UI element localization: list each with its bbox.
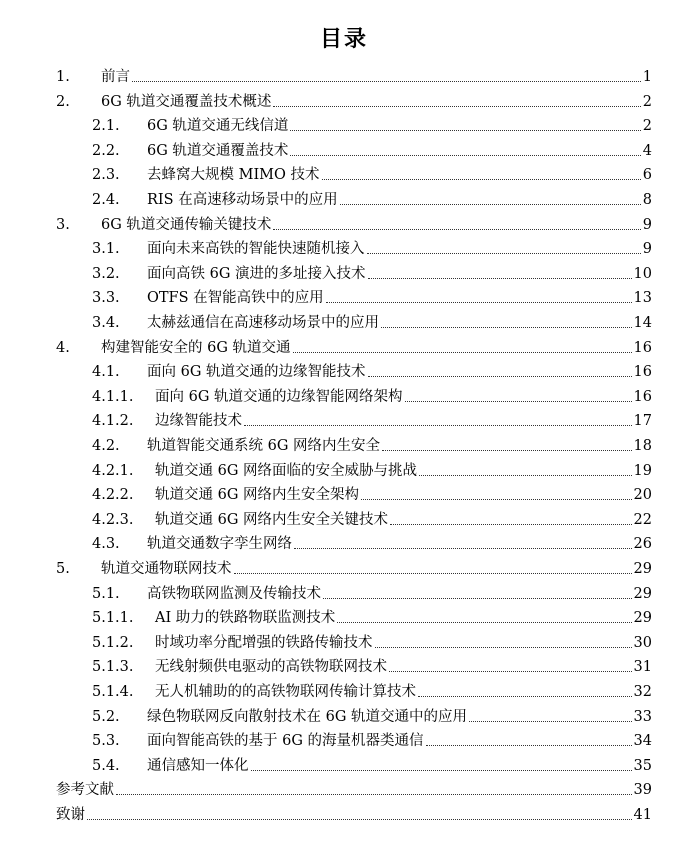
toc-entry-number: 5.1.	[92, 585, 120, 602]
toc-entry-label: 6G 轨道交通覆盖技术概述	[101, 93, 272, 110]
toc-entry-number: 4.2.	[92, 438, 120, 454]
toc-entry-label: 通信感知一体化	[147, 757, 249, 774]
toc-entry[interactable]	[92, 704, 652, 726]
toc-entry[interactable]	[56, 556, 652, 578]
toc-entry[interactable]	[56, 89, 652, 111]
toc-leader-dots	[367, 253, 641, 254]
toc-entry-label: 边缘智能技术	[155, 413, 242, 430]
toc-entry-page: 41	[633, 807, 652, 823]
toc-leader-dots	[469, 721, 632, 722]
toc-entry[interactable]	[92, 433, 652, 455]
toc-entry-page: 16	[633, 388, 652, 405]
toc-leader-dots	[326, 302, 632, 303]
toc-entry-page: 22	[633, 511, 652, 528]
toc-entry[interactable]	[56, 802, 652, 824]
toc-leader-dots	[132, 81, 641, 82]
toc-leader-dots	[340, 204, 641, 205]
toc-entry-page: 4	[642, 142, 652, 159]
toc-entry-page: 2	[642, 118, 652, 135]
toc-entry-label: RIS 在高速移动场景中的应用	[147, 192, 338, 208]
toc-entry-page: 9	[642, 241, 652, 258]
toc-entry-number: 2.4.	[92, 192, 120, 208]
toc-entry-label: 太赫兹通信在高速移动场景中的应用	[147, 315, 379, 331]
toc-entry-number: 3.3.	[92, 290, 120, 307]
toc-leader-dots	[361, 499, 632, 500]
toc-entry-number: 3.1.	[92, 241, 120, 258]
toc-entry[interactable]	[92, 531, 652, 553]
toc-entry-page: 6	[642, 167, 652, 184]
toc-entry[interactable]	[92, 359, 652, 381]
toc-entry-page: 35	[633, 757, 652, 774]
toc-entry-label: 无线射频供电驱动的高铁物联网技术	[155, 659, 387, 676]
toc-entry-page: 2	[642, 93, 652, 110]
toc-leader-dots	[273, 106, 640, 107]
toc-title: 目录	[319, 27, 368, 52]
toc-leader-dots	[294, 548, 632, 549]
toc-entry-label: 轨道交通 6G 网络面临的安全威胁与挑战	[155, 462, 418, 479]
toc-entry[interactable]	[56, 212, 652, 234]
toc-entry[interactable]	[92, 138, 652, 160]
toc-leader-dots	[337, 622, 631, 623]
toc-entry[interactable]	[56, 64, 652, 86]
toc-entry-page: 9	[642, 216, 652, 233]
toc-entry-label: 轨道智能交通系统 6G 网络内生安全	[147, 438, 381, 454]
toc-entry-number: 4.1.1.	[92, 388, 134, 405]
toc-entry-number: 4.2.3.	[92, 511, 134, 528]
toc-entry-label: 无人机辅助的的高铁物联网传输计算技术	[155, 684, 416, 700]
toc-entry-label: 参考文献	[56, 782, 114, 799]
toc-leader-dots	[405, 401, 632, 402]
toc-entry-page: 16	[633, 364, 652, 381]
toc-entry-number: 3.4.	[92, 315, 120, 331]
toc-leader-dots	[375, 647, 632, 648]
toc-entry-label: 6G 轨道交通传输关键技术	[101, 216, 272, 233]
toc-entry[interactable]	[92, 458, 652, 480]
toc-entry-label: 轨道交通物联网技术	[101, 561, 232, 577]
toc-entry-page: 8	[642, 192, 652, 208]
toc-entry-page: 26	[633, 536, 652, 553]
toc-entry-label: 轨道交通 6G 网络内生安全架构	[155, 487, 360, 504]
toc-entry-label: 构建智能安全的 6G 轨道交通	[101, 339, 291, 356]
toc-entry-page: 29	[633, 561, 652, 577]
toc-entry-number: 1.	[56, 69, 70, 85]
toc-entry[interactable]	[92, 507, 652, 529]
toc-leader-dots	[234, 573, 632, 574]
toc-leader-dots	[273, 229, 640, 230]
toc-entry[interactable]	[92, 113, 652, 135]
toc-entry-label: AI 助力的铁路物联监测技术	[155, 610, 336, 627]
toc-entry-number: 4.3.	[92, 536, 120, 553]
toc-entry-number: 4.2.1.	[92, 462, 134, 479]
toc-leader-dots	[244, 425, 632, 426]
toc-entry-page: 10	[633, 265, 652, 282]
toc-leader-dots	[116, 794, 632, 795]
toc-entry-page: 18	[633, 438, 652, 454]
toc-entry-page: 13	[633, 290, 652, 307]
toc-leader-dots	[382, 450, 632, 451]
toc-entry-number: 5.1.3.	[92, 659, 134, 676]
toc-entry-page: 39	[633, 782, 652, 799]
toc-leader-dots	[426, 745, 632, 746]
toc-entry-label: 前言	[101, 69, 130, 85]
toc-entry-number: 2.2.	[92, 142, 120, 159]
toc-entry-number: 5.1.1.	[92, 610, 134, 627]
toc-leader-dots	[290, 155, 640, 156]
toc-leader-dots	[322, 179, 641, 180]
toc-entry-page: 34	[633, 733, 652, 750]
toc-leader-dots	[389, 671, 632, 672]
toc-entry-number: 4.2.2.	[92, 487, 134, 504]
toc-entry-label: 高铁物联网监测及传输技术	[147, 585, 321, 602]
toc-entry-label: 面向智能高铁的基于 6G 的海量机器类通信	[147, 733, 424, 750]
toc-entry-page: 31	[633, 659, 652, 676]
toc-entry[interactable]	[92, 310, 652, 332]
toc-leader-dots	[251, 770, 632, 771]
toc-entry-page: 29	[633, 585, 652, 602]
toc-entry-label: 致谢	[56, 807, 85, 823]
toc-entry[interactable]	[92, 187, 652, 209]
toc-entry-number: 2.3.	[92, 167, 120, 184]
toc-entry[interactable]	[92, 753, 652, 775]
toc-entry[interactable]	[92, 162, 652, 184]
toc-entry-number: 5.	[56, 561, 70, 577]
toc-leader-dots	[390, 524, 632, 525]
toc-entry-page: 30	[633, 634, 652, 651]
toc-leader-dots	[368, 278, 632, 279]
toc-entry-label: OTFS 在智能高铁中的应用	[147, 290, 324, 307]
toc-entry-label: 6G 轨道交通无线信道	[147, 118, 289, 135]
toc-entry[interactable]	[92, 605, 652, 627]
toc-entry[interactable]	[92, 630, 652, 652]
toc-entry[interactable]	[92, 261, 652, 283]
toc-entry-label: 面向 6G 轨道交通的边缘智能技术	[147, 364, 366, 381]
toc-entry-number: 5.3.	[92, 733, 120, 750]
toc-entry[interactable]	[92, 679, 652, 701]
toc-entry-page: 32	[633, 684, 652, 700]
toc-entry-page: 16	[633, 339, 652, 356]
toc-entry-number: 3.	[56, 216, 70, 233]
toc-leader-dots	[381, 327, 632, 328]
toc-entry[interactable]	[56, 335, 652, 357]
toc-entry[interactable]	[92, 728, 652, 750]
toc-entry-number: 2.	[56, 93, 70, 110]
toc-entry-number: 3.2.	[92, 265, 120, 282]
toc-entry-number: 2.1.	[92, 118, 120, 135]
toc-entry[interactable]	[92, 482, 652, 504]
toc-entry-number: 5.2.	[92, 708, 120, 725]
toc-entry-label: 轨道交通 6G 网络内生安全关键技术	[155, 511, 389, 528]
toc-entry-label: 面向高铁 6G 演进的多址接入技术	[147, 265, 366, 282]
toc-entry[interactable]	[92, 654, 652, 676]
toc-entry-number: 4.1.2.	[92, 413, 134, 430]
toc-entry-number: 4.1.	[92, 364, 120, 381]
toc-entry-page: 17	[633, 413, 652, 430]
toc-entry[interactable]	[92, 581, 652, 603]
toc-entry[interactable]	[92, 285, 652, 307]
toc-entry-label: 面向未来高铁的智能快速随机接入	[147, 241, 365, 258]
toc-entry-page: 33	[633, 708, 652, 725]
toc-entry-number: 5.1.4.	[92, 684, 134, 700]
toc-entry-label: 面向 6G 轨道交通的边缘智能网络架构	[155, 388, 403, 405]
toc-entry-label: 轨道交通数字孪生网络	[147, 536, 292, 553]
toc-leader-dots	[290, 130, 640, 131]
toc-entry-number: 5.1.2.	[92, 634, 134, 651]
toc-entry-number: 5.4.	[92, 757, 120, 774]
toc-leader-dots	[368, 376, 632, 377]
toc-entry-page: 20	[633, 487, 652, 504]
toc-leader-dots	[87, 819, 632, 820]
toc-entry-page: 19	[633, 462, 652, 479]
toc-entry[interactable]	[92, 408, 652, 430]
toc-entry-page: 29	[633, 610, 652, 627]
toc-leader-dots	[323, 598, 632, 599]
toc-entry-page: 14	[633, 315, 652, 331]
toc-entry-label: 绿色物联网反向散射技术在 6G 轨道交通中的应用	[147, 708, 468, 725]
toc-leader-dots	[419, 475, 632, 476]
toc-entry-label: 时域功率分配增强的铁路传输技术	[155, 634, 373, 651]
toc-leader-dots	[418, 696, 632, 697]
toc-entry[interactable]	[92, 384, 652, 406]
toc-entry-label: 6G 轨道交通覆盖技术	[147, 142, 289, 159]
toc-entry-page: 1	[642, 69, 652, 85]
toc-entry-number: 4.	[56, 339, 70, 356]
toc-entry[interactable]	[92, 236, 652, 258]
toc-entry[interactable]	[56, 777, 652, 799]
toc-entry-label: 去蜂窝大规模 MIMO 技术	[147, 167, 320, 184]
toc-leader-dots	[293, 352, 632, 353]
